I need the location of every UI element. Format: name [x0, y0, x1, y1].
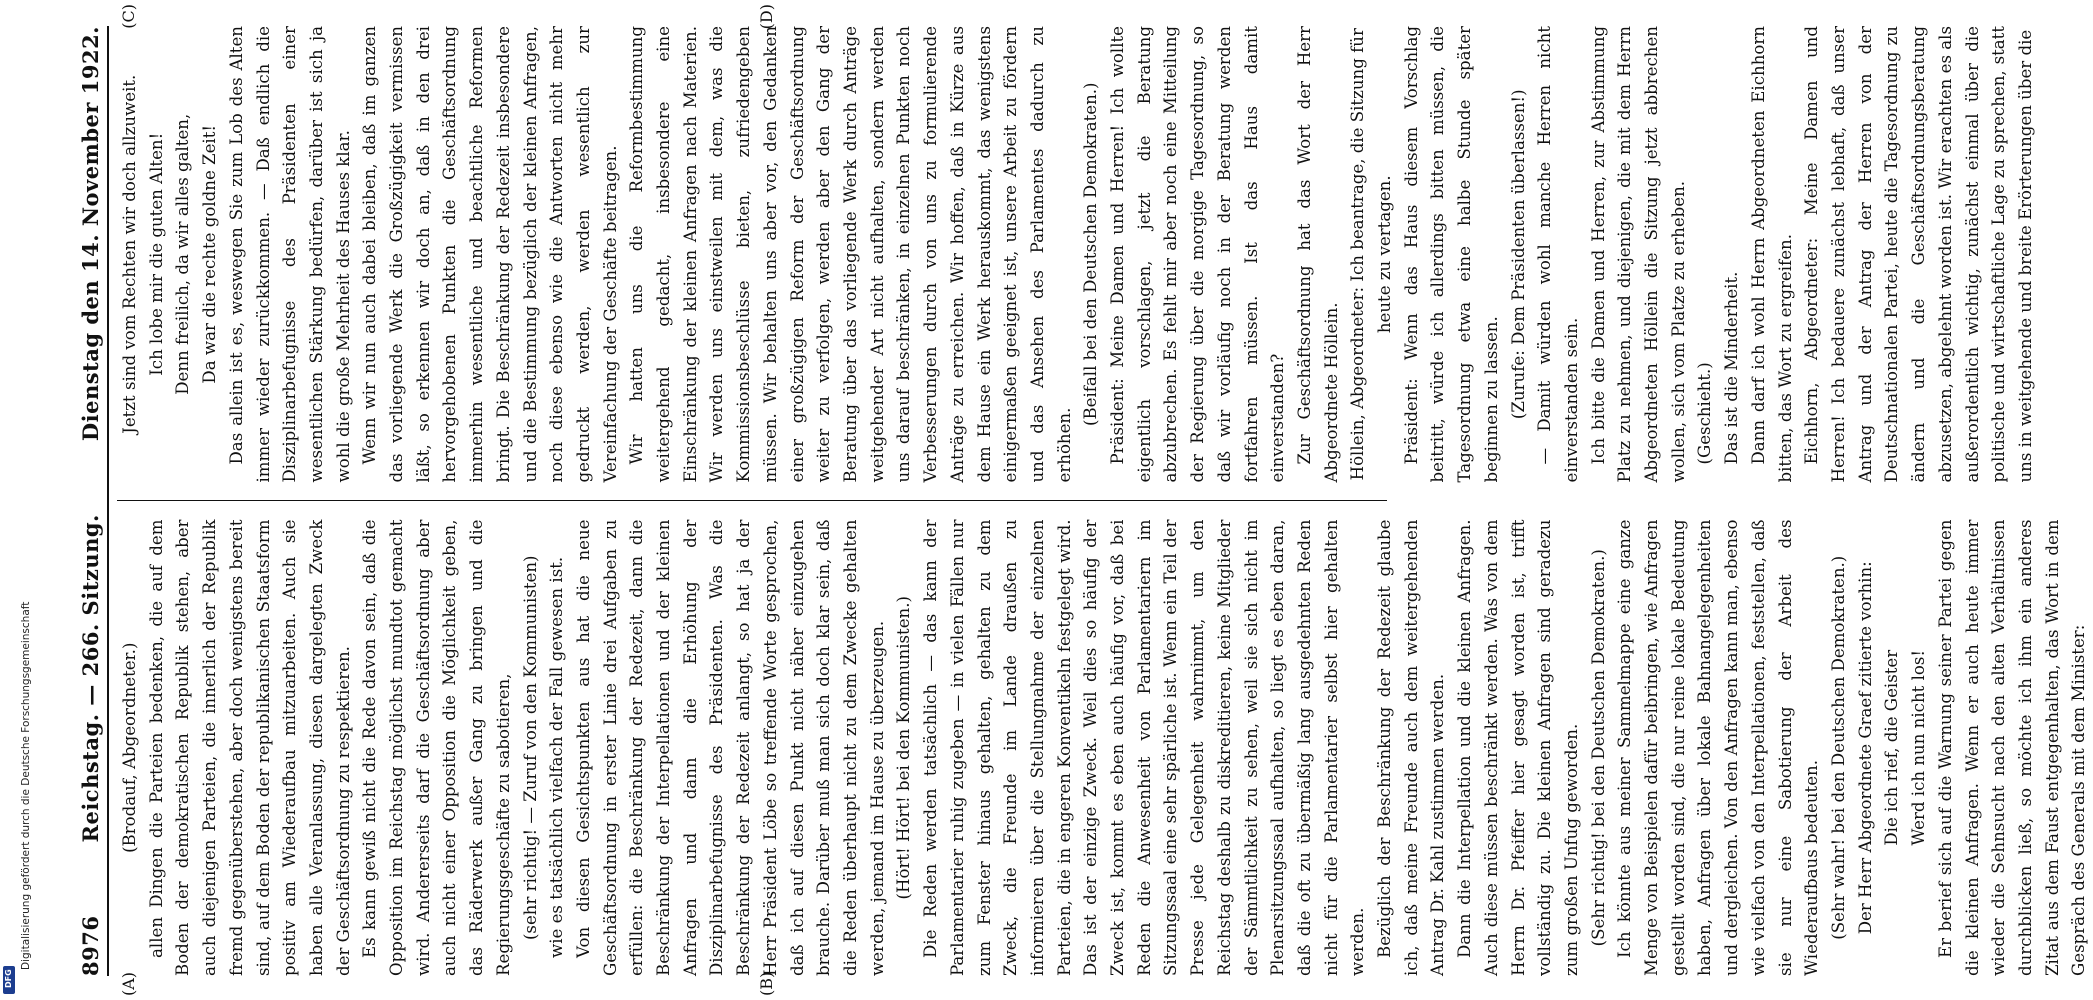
page-number: 8976: [78, 915, 103, 976]
right-column-paragraph: Ich lobe mir die guten Alten!: [146, 132, 166, 376]
right-column-paragraph: Dann darf ich wohl Herrn Abgeordneten Eichhorn bitten, das Wort zu ergreifen.: [1748, 26, 1795, 483]
rotated-page-scan: [64, 0, 2089, 1000]
right-column-paragraph: Präsident: Meine Damen und Herren! Ich wollte eigentlich vorschlagen, jetzt die Beratung abzubrechen. Es fehlt mir aber noch eine Mitteilung der Regierung über die morgige Tagesordnung, so daß wir vorläufig noch in der Beratung werden fortfahren müssen. Ist das Haus damit einverstanden?: [1108, 26, 1288, 483]
left-column-paragraph: (Hört! Hört! bei den Kommunisten.): [894, 596, 914, 900]
left-column: [117, 519, 2089, 977]
left-column-paragraph: Der Herr Abgeordnete Graef zitierte vorhin:: [1855, 561, 1875, 935]
dfg-logo-text: DFG: [4, 969, 13, 988]
left-column-paragraph: Werd ich nun nicht los!: [1909, 649, 1929, 846]
right-column-paragraph: Da war die rechte goldne Zeit!: [200, 124, 220, 384]
left-column-paragraph: Es kann gewiß nicht die Rede davon sein, daß die Opposition im Reichstag möglichst mundtot gemacht wird. Andererseits darf die Geschäftsordnung aber auch nicht einer Opposition die Möglichkeit geben, das Räderwerk außer Gang zu bringen und die Regierungsgeschäfte zu sabotieren,: [360, 519, 513, 976]
right-column: [117, 26, 2035, 483]
left-column-paragraph: Er berief sich auf die Warnung seiner Partei gegen die kleinen Anfragen. Wenn er auch heute immer wieder die Sehnsucht nach den alten Verhältnissen durchblicken ließ, so möchte ich ihm ein anderes Zitat aus dem Faust entgegenhalten, das Wort in dem Gespräch des Generals mit dem Minister:: [1935, 519, 2089, 976]
right-column-paragraph: Ich bitte die Damen und Herren, zur Abstimmung Platz zu nehmen, und diejenigen, die mit dem Herrn Abgeordneten Höllein die Sitzung jetzt abbrechen wollen, sich vom Platze zu erheben.: [1588, 26, 1688, 483]
right-column-paragraph: Eichhorn, Abgeordneter: Meine Damen und Herren! Ich bedauere zunächst lebhaft, daß unser Antrag und der Antrag der Herren von der Deutschnationalen Partei, heute die Tagesordnung zu ändern und die Geschäftsordnungsberatung abzusetzen, abgelehnt worden ist. Wir erachten es als außerordentlich wichtig, zunächst einmal über die politische und wirtschaftliche Lage zu sprechen, statt uns in weitgehende und breite Erörterungen über die: [1802, 26, 2035, 483]
margin-marker-b: (B): [757, 971, 776, 996]
left-column-paragraph: Bezüglich der Beschränkung der Redezeit glaube ich, daß meine Freunde auch dem weitergehenden Antrag Dr. Kahl zustimmen werden.: [1375, 519, 1448, 976]
left-column-paragraph: wie es tatsächlich vielfach der Fall gewesen ist.: [547, 556, 567, 958]
left-column-paragraph: (Sehr wahr! bei den Deutschen Demokraten.): [1829, 555, 1848, 940]
session-title: Reichstag. — 266. Sitzung.: [78, 514, 103, 843]
right-column-paragraph: Wenn wir nun auch dabei bleiben, daß im ganzen das vorliegende Werk die Großzügigkeit vermissen läßt, so erkennen wir doch an, daß in den drei hervorgehobenen Punkten die Geschäftsordnung immerhin wesentliche und beachtliche Reformen bringt. Die Beschränkung der Redezeit insbesondere und die Bestimmung bezüglich der kleinen Anfragen, noch diese ebenso wie die Antworten nicht mehr gedruckt werden, werden wesentlich zur Vereinfachung der Geschäfte beitragen.: [360, 26, 620, 483]
left-column-paragraph: allen Dingen die Parteien bedenken, die auf dem Boden der demokratischen Republik stehen, aber auch diejenigen Parteien, die innerlich der Republik fremd gegenüberstehen, aber doch wenigstens bereit sind, auf dem Boden der republikanischen Staatsform positiv am Wiederaufbau mitzuarbeiten. Auch sie haben alle Veranlassung, diesen dargelegten Zweck der Geschäftsordnung zu respektieren.: [146, 519, 353, 976]
margin-marker-c: (C): [119, 4, 138, 29]
right-column-paragraph: Präsident: Wenn das Haus diesem Vorschlag beitritt, würde ich allerdings bitten müssen, die Tagesordnung etwa eine halbe Stunde später beginnen zu lassen.: [1401, 26, 1501, 483]
page-header: [78, 26, 109, 976]
left-column-paragraph: Dann die Interpellation und die kleinen Anfragen. Auch diese müssen beschränkt werden. Was von dem Herrn Dr. Pfeiffer hier gesagt worden ist, trifft vollständig zu. Die kleinen Anfragen sind geradezu zum großen Unfug geworden.: [1455, 519, 1581, 976]
digitization-credit: [2, 90, 32, 970]
left-column-paragraph: Die Reden werden tatsächlich — das kann der Parlamentarier ruhig zugeben — in vielen Fällen nur zum Fenster hinaus gehalten, gehalten zu dem Zweck, die Freunde im Lande draußen zu informieren über die Stellungnahme der einzelnen Parteien, die in engeren Konventikeln festgelegt wird. Das ist der einzige Zweck. Weil dies so häufig der Zweck ist, kommt es eben auch häufig vor, daß bei Reden die Anwesenheit von Parlamentariern im Sitzungssaal eine sehr spärliche ist. Wenn ein Teil der Presse jede Gelegenheit wahrnimmt, um den Reichstag deshalb zu diskreditieren, keine Mitglieder der Sämmtlichkeit zu sehen, weil sie sich nicht im Plenarsitzungssaal aufhalten, so liegt es eben daran, daß die oft zu übermäßig lang ausgedehnten Reden nicht für die Parlamentarier selbst hier gehalten werden.: [921, 519, 1368, 976]
column-divider: [117, 501, 1387, 502]
session-date: Dienstag den 14. November 1922.: [78, 26, 103, 442]
right-column-paragraph: (Beifall bei den Deutschen Demokraten.): [1081, 82, 1101, 427]
left-column-paragraph: (sehr richtig! — Zuruf von den Kommunisten): [520, 555, 540, 941]
right-column-paragraph: Jetzt sind vom Rechten wir doch allzuweit.: [120, 74, 139, 434]
left-column-paragraph: (Brodauf, Abgeordneter.): [120, 642, 139, 853]
right-column-paragraph: Denn freilich, da wir alles galten,: [173, 113, 193, 395]
dfg-logo: [3, 966, 15, 994]
right-column-paragraph: Höllein, Abgeordneter: Ich beantrage, die Sitzung für heute zu vertagen.: [1348, 28, 1395, 481]
right-column-paragraph: Wir hatten uns die Reformbestimmung weitergehend gedacht, insbesondere eine Einschränkung der kleinen Anfragen nach Materien. Wir werden uns einstweilen mit dem, was die Kommissionsbeschlüsse bieten, zufriedengeben müssen. Wir behalten uns aber vor, den Gedanken einer großzügigen Reform der Geschäftsordnung weiter zu verfolgen, werden aber den Gang der Beratung über das vorliegende Werk durch Anträge weitgehender Art nicht aufhalten, sondern werden uns darauf beschränken, in einzelnen Punkten noch Verbesserungen durch von uns zu formulierende Anträge zu erreichen. Wir hoffen, daß in Kürze aus dem Hause ein Werk herauskommt, das wenigstens einigermaßen geeignet ist, unsere Arbeit zu fördern und das Ansehen des Parlamentes dadurch zu erhöhen.: [627, 26, 1074, 483]
right-column-paragraph: — Damit würden wohl manche Herren nicht einverstanden sein.: [1535, 26, 1581, 483]
margin-marker-a: (A): [119, 971, 138, 996]
right-column-paragraph: (Zurufe: Dem Präsidenten überlassen!): [1508, 89, 1528, 420]
right-column-paragraph: Zur Geschäftsordnung hat das Wort der Herr Abgeordnete Höllein.: [1294, 26, 1341, 483]
left-column-paragraph: Von diesen Gesichtspunkten aus hat die neue Geschäftsordnung in erster Linie drei Aufgaben zu erfüllen: die Beschränkung der Redezeit, dann die Beschränkung der Interpellationen und der kleinen Anfragen und dann die Erhöhung der Disziplinarbefugnisse des Präsidenten. Was die Beschränkung der Redezeit anlangt, so hat ja der Herr Präsident Löbe so treffende Worte gesprochen, daß ich auf diesen Punkt nicht näher einzugehen brauche. Darüber muß man sich doch klar sein, daß die Reden überhaupt nicht zu dem Zwecke gehalten werden, jemand im Hause zu überzeugen.: [573, 519, 887, 976]
right-column-paragraph: Das allein ist es, weswegen Sie zum Lob des Alten immer wieder zurückkommen. — Daß endlich die Disziplinarbefugnisse des Präsidenten einer wesentlichen Stärkung bedürfen, darüber ist sich ja wohl die große Mehrheit des Hauses klar.: [226, 26, 353, 483]
credit-text: Digitalisierung gefördert durch die Deutsche Forschungsgemeinschaft: [20, 601, 32, 970]
right-column-paragraph: (Geschieht.): [1695, 362, 1715, 465]
right-column-paragraph: Das ist die Minderheit.: [1722, 271, 1742, 465]
left-column-paragraph: Ich könnte aus meiner Sammelmappe eine ganze Menge von Beispielen dafür beibringen, wie Anfragen gestellt worden sind, die nur reine lokale Bedeutung haben, Anfragen über lokale Bahnangelegenheiten und dergleichen. Von den Anfragen kann man, ebenso wie vielfach von den Interpellationen, feststellen, daß sie nur eine Sabotierung der Arbeit des Wiederaufbaus bedeuten.: [1615, 519, 1822, 976]
left-column-paragraph: (Sehr richtig! bei den Deutschen Demokraten.): [1588, 549, 1608, 947]
left-column-paragraph: Die ich rief, die Geister: [1882, 649, 1902, 846]
margin-marker-d: (D): [757, 4, 776, 30]
text-columns: [117, 4, 2089, 996]
